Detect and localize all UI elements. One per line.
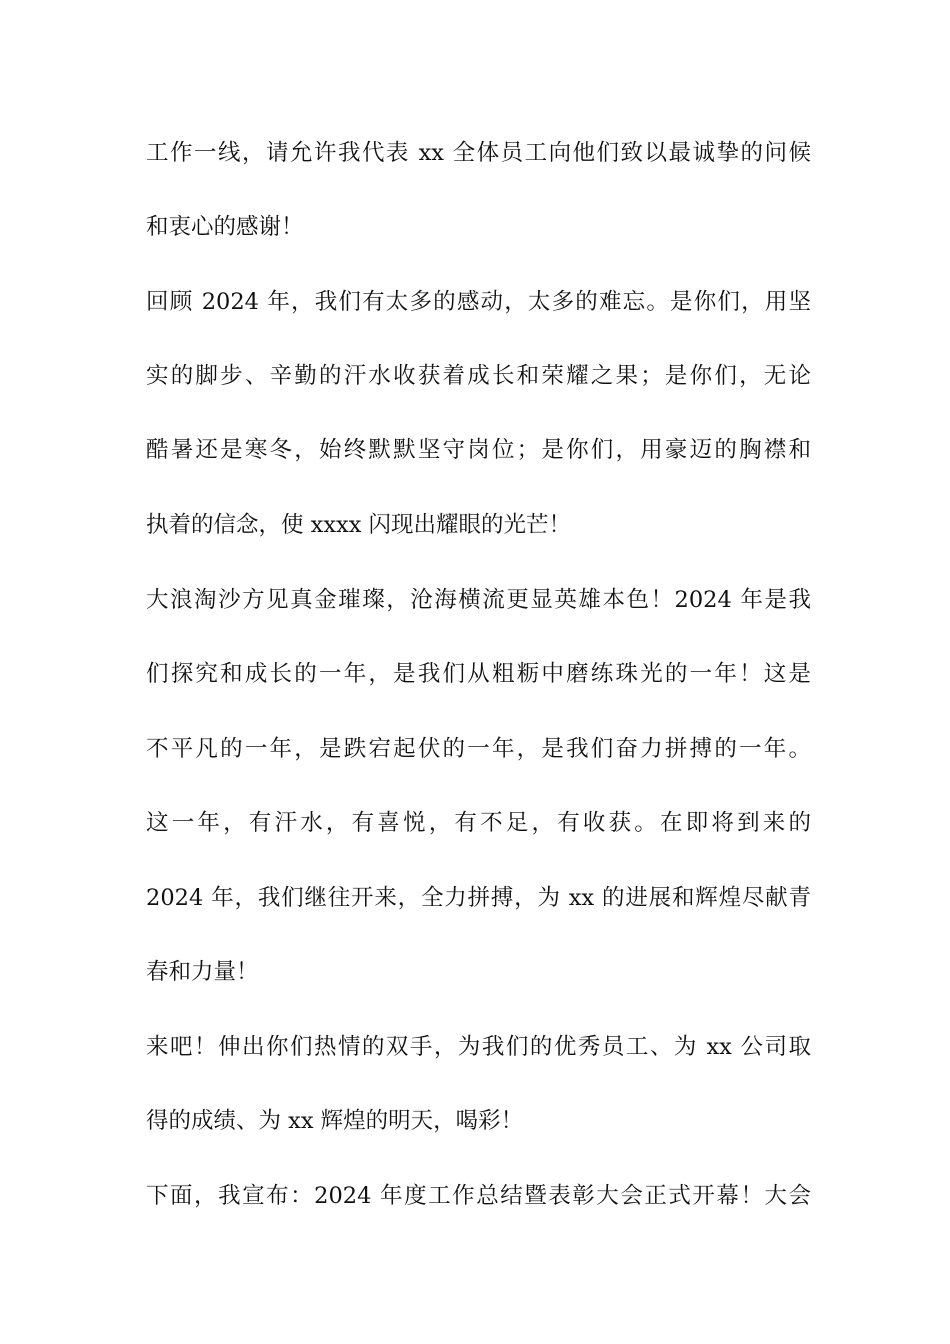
text-line: 这一年，有汗水，有喜悦，有不足，有收获。在即将到来的: [146, 810, 811, 836]
text-line: 酷暑还是寒冬，始终默默坚守岗位；是你们，用豪迈的胸襟和: [146, 437, 811, 463]
text-line: 工作一线，请允许我代表 xx 全体员工向他们致以最诚挚的问候: [146, 140, 811, 166]
text-line: 大浪淘沙方见真金璀璨，沧海横流更显英雄本色！2024 年是我: [146, 587, 811, 613]
text-line: 得的成绩、为 xx 辉煌的明天，喝彩！: [146, 1108, 524, 1134]
text-line: 2024 年，我们继往开来，全力拼搏，为 xx 的进展和辉煌尽献青: [146, 885, 811, 911]
text-line: 们探究和成长的一年，是我们从粗粝中磨练珠光的一年！这是: [146, 661, 811, 687]
text-line: 回顾 2024 年，我们有太多的感动，太多的难忘。是你们，用坚: [146, 289, 811, 315]
text-line: 下面，我宣布：2024 年度工作总结暨表彰大会正式开幕！大会: [146, 1183, 811, 1209]
text-line: 执着的信念，使 xxxx 闪现出耀眼的光芒！: [146, 512, 572, 538]
text-line: 和衷心的感谢！: [146, 214, 304, 240]
text-line: 春和力量！: [146, 959, 259, 985]
text-line: 不平凡的一年，是跌宕起伏的一年，是我们奋力拼搏的一年。: [146, 736, 811, 762]
text-line: 来吧！伸出你们热情的双手，为我们的优秀员工、为 xx 公司取: [146, 1034, 811, 1060]
text-line: 实的脚步、辛勤的汗水收获着成长和荣耀之果；是你们，无论: [146, 363, 811, 389]
